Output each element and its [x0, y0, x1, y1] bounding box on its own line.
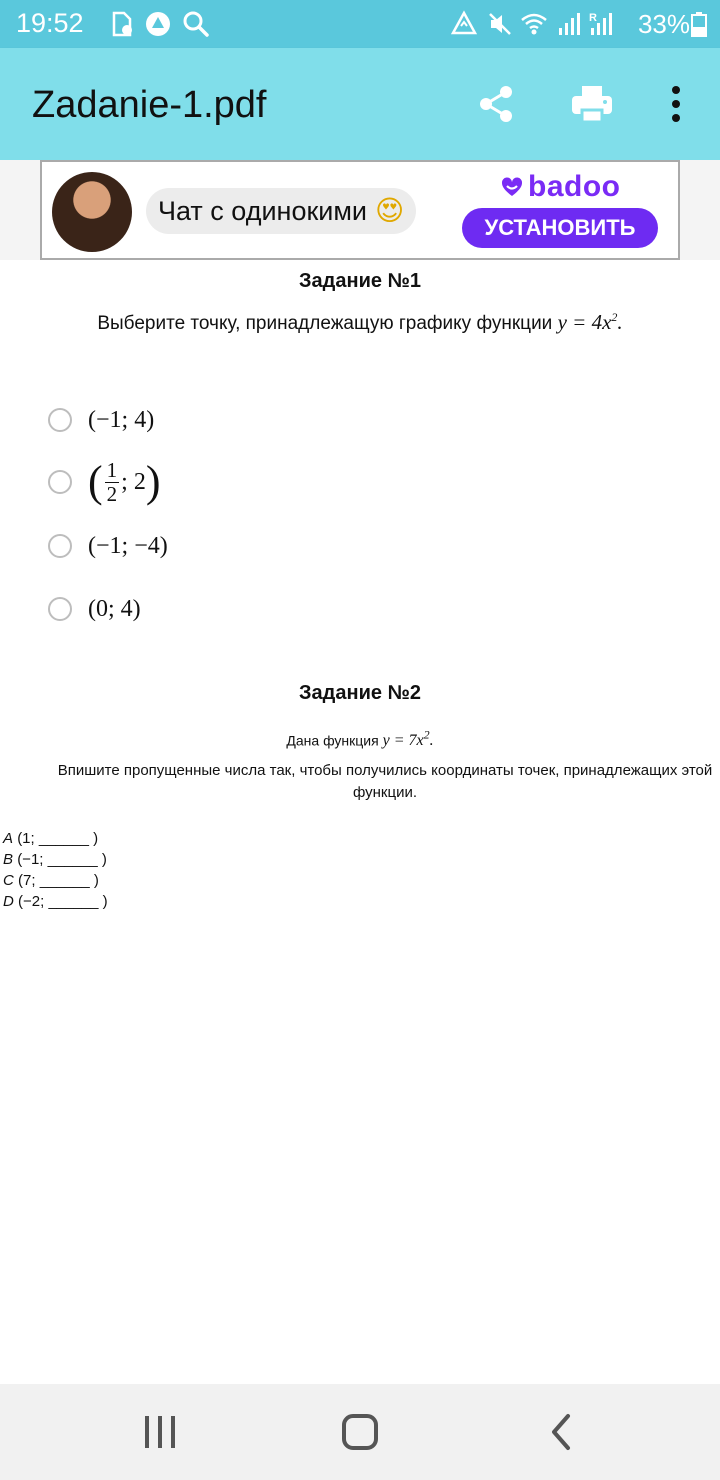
more-vert-icon[interactable]	[652, 80, 700, 128]
option-label: (−1; −4)	[88, 532, 168, 559]
ad-message-pill	[146, 188, 416, 234]
home-icon[interactable]	[336, 1408, 384, 1456]
back-icon[interactable]	[538, 1408, 586, 1456]
task1-title: Задание №1	[299, 270, 421, 292]
navigation-bar	[0, 1384, 720, 1480]
task2-instruction: Впишите пропущенные числа так, чтобы получились координаты точек, принадлежащих этой функции.	[57, 762, 713, 801]
ad-brand-name: badoo	[528, 170, 621, 203]
mute-icon	[486, 10, 514, 38]
option-label: (0; 4)	[88, 595, 141, 622]
task2-formula: $y = 7x^2$.	[382, 728, 434, 750]
ad-brand	[500, 170, 621, 204]
radio-button[interactable]	[48, 408, 72, 432]
radio-button[interactable]	[48, 597, 72, 621]
ad-text: Чат с одинокими	[158, 195, 368, 226]
status-bar	[0, 0, 720, 48]
point-row: A (1; ______ )	[3, 830, 99, 847]
drive-icon	[144, 10, 172, 38]
heart-eyes-emoji-icon: 😍	[375, 194, 405, 227]
print-icon[interactable]	[568, 80, 616, 128]
search-icon	[182, 10, 210, 38]
fraction: $\frac{1}{2}$	[106, 458, 118, 506]
svg-text:R: R	[589, 12, 597, 24]
point-row: D (−2; ______ )	[3, 893, 108, 910]
battery-icon	[690, 10, 708, 38]
ad-avatar	[52, 172, 132, 252]
ad-banner[interactable]	[40, 160, 680, 260]
option-label: ( $\frac{1}{2}$ ; 2 )	[88, 457, 161, 506]
signal-icon	[556, 10, 584, 38]
status-time: 19:52	[16, 8, 84, 38]
task1-prompt-text: Выберите точку, принадлежащую графику функции	[97, 313, 553, 334]
option-3[interactable]	[48, 526, 168, 566]
roaming-signal-icon	[588, 10, 616, 38]
task1-formula: $y = 4x^2$.	[557, 310, 623, 334]
option-label: (−1; 4)	[88, 406, 155, 433]
sim-card-icon	[108, 10, 136, 38]
radio-button[interactable]	[48, 534, 72, 558]
option-4[interactable]	[48, 589, 141, 629]
wifi-icon	[520, 10, 548, 38]
battery-percent: 33%	[637, 9, 690, 39]
pdf-page	[0, 260, 720, 940]
app-bar	[0, 48, 720, 160]
option-1[interactable]	[48, 400, 154, 440]
install-button[interactable]: УСТАНОВИТЬ	[462, 208, 658, 248]
option-2[interactable]	[48, 457, 161, 506]
task2-title: Задание №2	[299, 682, 421, 704]
point-row: B (−1; ______ )	[3, 851, 107, 868]
task1-prompt	[0, 310, 720, 335]
badoo-heart-icon	[500, 175, 524, 199]
document-title: Zadanie-1.pdf	[32, 84, 267, 126]
data-saver-icon	[450, 10, 478, 38]
radio-button[interactable]	[48, 470, 72, 494]
task2-given: Дана функция $y = 7x^2$.	[286, 728, 434, 750]
share-icon[interactable]	[472, 80, 520, 128]
recents-icon[interactable]	[136, 1408, 184, 1456]
point-row: C (7; ______ )	[3, 872, 99, 889]
